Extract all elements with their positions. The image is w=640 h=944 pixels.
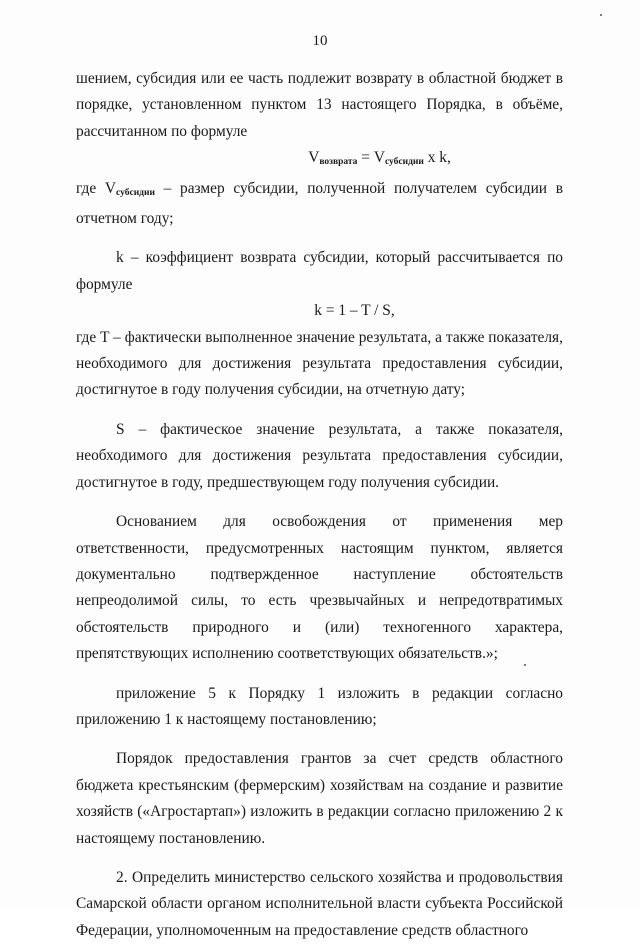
paragraph-coefficient-k: k – коэффициент возврата субсидии, который рассчитывается по формуле — [76, 249, 563, 293]
where-definition-v — [76, 176, 563, 233]
page-number: 10 — [312, 33, 328, 49]
paragraph-definition-s: S – фактическое значение результата, а также показателя, необходимого для достижения результата предоставления субсидии, достигнутое в году, предшествующем году получения субсидии. — [76, 420, 563, 491]
formula-equals: = — [357, 149, 374, 167]
where-v-sub: субсидии — [116, 187, 155, 198]
formula-v2: V — [373, 149, 385, 167]
where-v-rest: – размер субсидии, полученной получателем субсидии в отчетном году; — [76, 179, 563, 228]
document-body — [76, 66, 563, 944]
paragraph-grants-order: Порядок предоставления грантов за счет средств областного бюджета крестьянским (фермерским) хозяйствам на создание и развитие хозяйств («Агростартап») изложить в редакции согласно приложению 2 к настоящему постановлению. — [76, 750, 563, 847]
paragraph-continuation: шением, субсидия или ее часть подлежит возврату в областной бюджет в порядке, установленном пунктом 13 настоящего Порядка, в объёме, рассчитанном по формуле — [76, 70, 563, 140]
formula-sub-subsidy: субсидии — [384, 157, 424, 168]
formula-coefficient: k = 1 – T / S, — [314, 302, 395, 320]
formula-v: V — [308, 149, 320, 167]
scan-speck — [600, 14, 602, 16]
paragraph-item-2: 2. Определить министерство сельского хозяйства и продовольствия Самарской области органом исполнительной власти субъекта Российской Федерации, уполномоченным на предоставление средств областного — [76, 868, 563, 939]
formula-tail: x k, — [423, 149, 451, 167]
where-definition-t: где T – фактически выполненное значение результата, а также показателя, необходимого для достижения результата предоставления субсидии, достигнутое в году получения субсидии, на отчетную дату; — [76, 328, 563, 399]
where-v-prefix: где V — [76, 179, 117, 197]
formula-sub-refund: возврата — [319, 157, 358, 168]
formula-refund-volume — [76, 145, 563, 175]
scan-speck — [524, 664, 526, 666]
paragraph-appendix-5: приложение 5 к Порядку 1 изложить в редакции согласно приложению 1 к настоящему постановлению; — [76, 684, 563, 728]
paragraph-force-majeure: Основанием для освобождения от применения мер ответственности, предусмотренных настоящим пунктом, является документально подтвержденное наступление обстоятельств непреодолимой силы, то есть чрезвычайных и непредотвратимых обстоятельств природного и (или) техногенного характера, препятствующих исполнению соответствующих обязательств.»; — [76, 513, 563, 663]
